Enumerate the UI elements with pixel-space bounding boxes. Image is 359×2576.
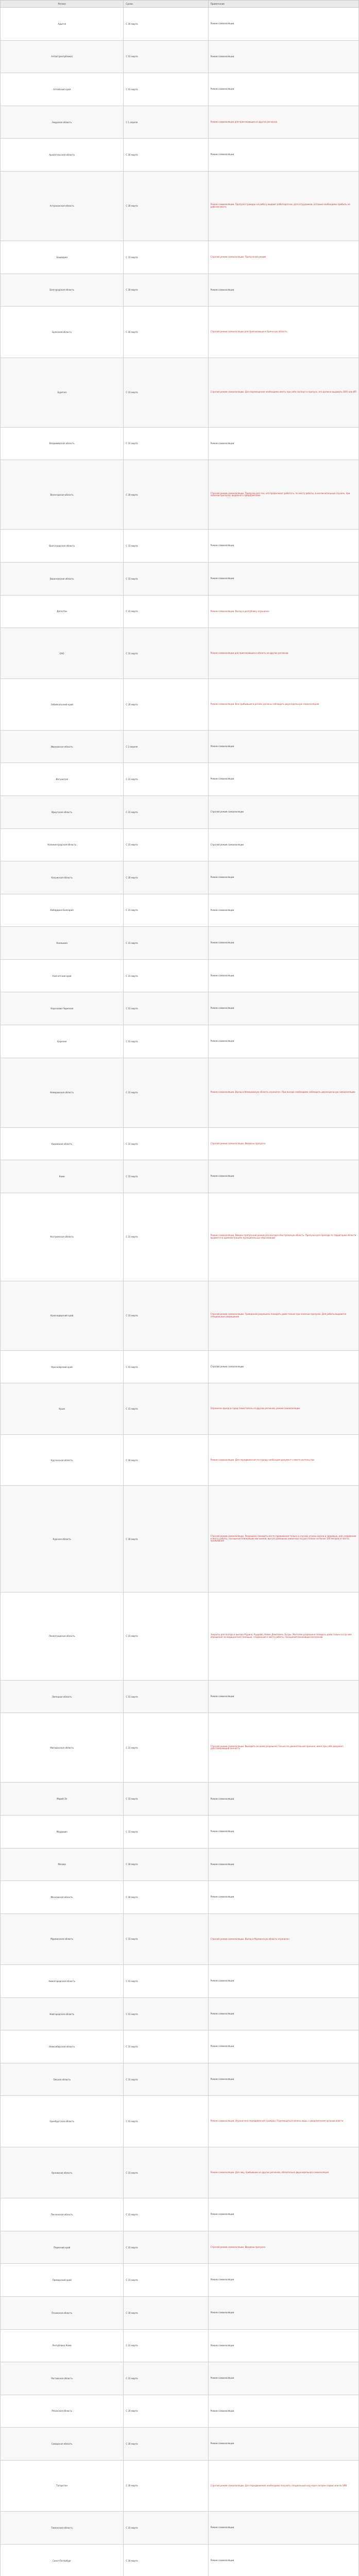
- table-body: [1, 8, 359, 2576]
- term-cell: С 31 марта: [124, 1127, 208, 1160]
- region-cell: Курская область: [1, 1486, 124, 1592]
- term-cell: С 30 марта: [124, 8, 208, 41]
- region-cell: Московская область: [1, 1881, 124, 1914]
- region-cell: Орловская область: [1, 2147, 124, 2198]
- region-cell: Ростовская область: [1, 2362, 124, 2395]
- region-cell: Кабардино-Балкария: [1, 894, 124, 927]
- table-row: [1, 40, 359, 73]
- table-row: [1, 1434, 359, 1485]
- table-row: [1, 2063, 359, 2096]
- note-cell: Режим самоизоляции: [208, 959, 358, 992]
- term-cell: С 31 марта: [124, 628, 208, 679]
- note-cell: Режим самоизоляции: [208, 274, 358, 307]
- term-cell: С 31 марта: [124, 1816, 208, 1849]
- term-cell: С 31 марта: [124, 1193, 208, 1281]
- region-cell: Магаданская область: [1, 1713, 124, 1783]
- term-cell: С 31 марта: [124, 2063, 208, 2096]
- term-cell: С 30 марта: [124, 2395, 208, 2428]
- table-row: [1, 307, 359, 358]
- term-cell: С 31 марта: [124, 2231, 208, 2264]
- note-cell: Режим самоизоляции: [208, 927, 358, 960]
- term-cell: С 31 марта: [124, 2147, 208, 2198]
- region-cell: Марий Эл: [1, 1783, 124, 1816]
- note-cell: Режим самоизоляции: [208, 139, 358, 172]
- term-cell: С 31 марта: [124, 894, 208, 927]
- table-row: [1, 2096, 359, 2147]
- note-cell: Строгий режим самоизоляции: [208, 828, 358, 861]
- region-cell: Ингушетия: [1, 763, 124, 796]
- table-row: [1, 1160, 359, 1193]
- table-row: [1, 1680, 359, 1713]
- term-cell: С 2 апреля: [124, 730, 208, 763]
- note-cell: Закрыты для въезда и выезда Мурино, Кудрово, Новое Девяткино, Бугры. Жителям разрешено покидать дома только в случаях обращения за медицинской помощью, следования к месту работы, посещения ближайших магазинов: [208, 1592, 358, 1680]
- term-cell: С 31 марта: [124, 1281, 208, 1350]
- term-cell: С 30 марта: [124, 1881, 208, 1914]
- note-cell: Режим самоизоляции для приезжающих из других регионов: [208, 106, 358, 139]
- table-row: [1, 2512, 359, 2545]
- region-cell: Башкирия: [1, 241, 124, 274]
- note-cell: Режим самоизоляции: [208, 2198, 358, 2231]
- region-cell: Калмыкия: [1, 927, 124, 960]
- table-row: [1, 992, 359, 1025]
- term-cell: С 30 марта: [124, 1848, 208, 1881]
- term-cell: С 31 марта: [124, 2096, 208, 2147]
- table-row: [1, 2362, 359, 2395]
- region-cell: Республика Коми: [1, 2329, 124, 2362]
- table-row: [1, 1997, 359, 2030]
- term-cell: С 31 марта: [124, 241, 208, 274]
- note-cell: Режим самоизоляции: [208, 73, 358, 106]
- region-cell: Красноярский край: [1, 1350, 124, 1383]
- term-cell: С 31 марта: [124, 73, 208, 106]
- term-cell: С 31 марта: [124, 595, 208, 628]
- note-cell: Режим самоизоляции: [208, 2296, 358, 2329]
- table-row: [1, 2198, 359, 2231]
- term-cell: С 31 марта: [124, 1350, 208, 1383]
- note-cell: Режим самоизоляции. Для лиц, прибывших из других регионов, обязательна двухнедельная самоизоляция: [208, 2147, 358, 2198]
- region-cell: Карачаево-Черкесия: [1, 992, 124, 1025]
- term-cell: С 30 марта: [124, 2544, 208, 2576]
- region-cell: Новгородская область: [1, 1997, 124, 2030]
- table-row: [1, 1592, 359, 1680]
- term-cell: С 31 марта: [124, 2362, 208, 2395]
- table-row: [1, 730, 359, 763]
- note-cell: Строгий режим самоизоляции. Пропускной режим: [208, 241, 358, 274]
- note-cell: Режим самоизоляции: [208, 861, 358, 894]
- term-cell: С 31 марта: [124, 530, 208, 563]
- note-cell: Режим самоизоляции. Введен пропускной режим для въезда в Костромскую область. Пропуска для проезда по территории области выдаются в администрациях муниципальных образований: [208, 1193, 358, 1281]
- table-row: [1, 106, 359, 139]
- note-cell: Режим самоизоляции: [208, 1816, 358, 1849]
- table-row: [1, 2231, 359, 2264]
- region-cell: Дагестан: [1, 595, 124, 628]
- term-cell: С 31 марта: [124, 2264, 208, 2297]
- table-row: [1, 530, 359, 563]
- note-cell: Строгий режим самоизоляции. Для передвижения необходимо получить специальный код через онлайн-сервис или по SMS: [208, 2460, 358, 2511]
- header-region: Регион: [1, 1, 124, 8]
- note-cell: Режим самоизоляции: [208, 40, 358, 73]
- note-cell: Режим самоизоляции: [208, 427, 358, 460]
- note-cell: Режим самоизоляции: [208, 2395, 358, 2428]
- term-cell: С 31 марта: [124, 40, 208, 73]
- region-cell: Иркутская область: [1, 795, 124, 828]
- note-cell: Режим самоизоляции: [208, 992, 358, 1025]
- table-row: [1, 1025, 359, 1058]
- table-row: [1, 1127, 359, 1160]
- region-cell: Амурская область: [1, 106, 124, 139]
- term-cell: С 31 марта: [124, 959, 208, 992]
- region-cell: Мурманская область: [1, 1913, 124, 1964]
- table-header: [1, 1, 359, 8]
- table-row: [1, 2030, 359, 2063]
- table-row: [1, 171, 359, 241]
- table-row: [1, 241, 359, 274]
- region-cell: Карелия: [1, 1025, 124, 1058]
- region-cell: Коми: [1, 1160, 124, 1193]
- note-cell: Режим самоизоляции: [208, 1025, 358, 1058]
- table-row: [1, 1383, 359, 1434]
- region-cell: Архангельская область: [1, 139, 124, 172]
- table-row: [1, 2544, 359, 2576]
- note-cell: Строгий режим самоизоляции. Гражданам разрешено покидать дома только при наличии пропуска. Для работы выдаются специальные разрешения: [208, 1281, 358, 1350]
- region-cell: Кировская область: [1, 1127, 124, 1160]
- term-cell: С 30 марта: [124, 2460, 208, 2511]
- term-cell: С 31 марта: [124, 828, 208, 861]
- table-row: [1, 861, 359, 894]
- term-cell: С 31 марта: [124, 1025, 208, 1058]
- note-cell: Строгий режим самоизоляции. Введены пропуска: [208, 2231, 358, 2264]
- term-cell: С 30 марта: [124, 861, 208, 894]
- region-cell: Рязанская область: [1, 2395, 124, 2428]
- note-cell: Режим самоизоляции: [208, 2512, 358, 2545]
- note-cell: Режим самоизоляции: [208, 8, 358, 41]
- term-cell: С 30 марта: [124, 1434, 208, 1485]
- table-row: [1, 562, 359, 595]
- table-row: [1, 1783, 359, 1816]
- table-row: [1, 927, 359, 960]
- region-cell: Калининградская область: [1, 828, 124, 861]
- table-row: [1, 427, 359, 460]
- table-row: [1, 1848, 359, 1881]
- table-row: [1, 1713, 359, 1783]
- term-cell: С 31 марта: [124, 1160, 208, 1193]
- table-row: [1, 1816, 359, 1849]
- note-cell: Режим самоизоляции: [208, 1965, 358, 1998]
- table-row: [1, 2460, 359, 2511]
- note-cell: Режим самоизоляции: [208, 530, 358, 563]
- region-cell: Калужская область: [1, 861, 124, 894]
- note-cell: Режим самоизоляции. Все прибывшие в регион должны соблюдать двухнедельную самоизоляцию: [208, 679, 358, 730]
- region-cell: Алтайский край: [1, 73, 124, 106]
- region-cell: Вологодская область: [1, 460, 124, 530]
- table-row: [1, 1193, 359, 1281]
- table-row: [1, 679, 359, 730]
- term-cell: С 31 марта: [124, 1680, 208, 1713]
- term-cell: С 30 марта: [124, 274, 208, 307]
- note-cell: Режим самоизоляции. Для передвижения по городу необходим документ о месте жительства: [208, 1434, 358, 1485]
- note-cell: Режим самоизоляции: [208, 2544, 358, 2576]
- note-cell: Режим самоизоляции: [208, 763, 358, 796]
- note-cell: Строгий режим самоизоляции: [208, 1350, 358, 1383]
- table-row: [1, 595, 359, 628]
- term-cell: С 31 марта: [124, 2329, 208, 2362]
- region-cell: Астраханская область: [1, 171, 124, 241]
- table-row: [1, 1965, 359, 1998]
- term-cell: С 31 марта: [124, 795, 208, 828]
- table-row: [1, 358, 359, 427]
- note-cell: Режим самоизоляции. Пропуска граждан на работу выдают работодатели, для сотрудников, которым необходимо прибыть на рабочее место: [208, 171, 358, 241]
- table-row: [1, 2264, 359, 2297]
- term-cell: С 31 марта: [124, 927, 208, 960]
- region-cell: Москва: [1, 1848, 124, 1881]
- term-cell: С 30 марта: [124, 679, 208, 730]
- table-row: [1, 828, 359, 861]
- table-row: [1, 795, 359, 828]
- term-cell: С 31 марта: [124, 1058, 208, 1127]
- table-row: [1, 894, 359, 927]
- region-cell: Костромская область: [1, 1193, 124, 1281]
- region-cell: Тюменская область: [1, 2512, 124, 2545]
- region-cell: Волгоградская область: [1, 530, 124, 563]
- note-cell: Строгий режим самоизоляции. Для перемещения необходимо иметь при себе паспорт и пропуск, его должно выдавать ООО или ИП: [208, 358, 358, 427]
- region-cell: Ивановская область: [1, 730, 124, 763]
- region-cell: Новосибирская область: [1, 2030, 124, 2063]
- term-cell: С 31 марта: [124, 2198, 208, 2231]
- term-cell: С 31 марта: [124, 1997, 208, 2030]
- header-term: Сроки: [124, 1, 208, 8]
- term-cell: С 31 марта: [124, 427, 208, 460]
- table-row: [1, 1058, 359, 1127]
- region-cell: Забайкальский край: [1, 679, 124, 730]
- table-row: [1, 274, 359, 307]
- term-cell: С 31 марта: [124, 1713, 208, 1783]
- note-cell: Строгий режим самоизоляции. Пропуски для тех, кто продолжает работать, по месту работы, в исключительных случаях, при наличии пропуска, выданного предприятием: [208, 460, 358, 530]
- table-row: [1, 2329, 359, 2362]
- region-cell: Ленинградская область: [1, 1592, 124, 1680]
- table-row: [1, 2296, 359, 2329]
- note-cell: Режим самоизоляции. Въезд в Кемеровскую область ограничен. При въезде необходимо соблюдать двухнедельную самоизоляцию: [208, 1058, 358, 1127]
- region-cell: Курганская область: [1, 1434, 124, 1485]
- term-cell: С 1 апреля: [124, 106, 208, 139]
- region-cell: Алтай (республика): [1, 40, 124, 73]
- region-cell: Приморский край: [1, 2264, 124, 2297]
- table-row: [1, 73, 359, 106]
- table-row: [1, 2147, 359, 2198]
- region-cell: Псковская область: [1, 2296, 124, 2329]
- region-cell: Санкт-Петербург: [1, 2544, 124, 2576]
- region-cell: Крым: [1, 1383, 124, 1434]
- region-cell: Владимирская область: [1, 427, 124, 460]
- table-row: [1, 460, 359, 530]
- term-cell: С 30 марта: [124, 2428, 208, 2461]
- table-row: [1, 1486, 359, 1592]
- region-cell: Камчатский край: [1, 959, 124, 992]
- region-cell: Воронежская область: [1, 562, 124, 595]
- note-cell: Режим самоизоляции: [208, 1783, 358, 1816]
- note-cell: Режим самоизоляции: [208, 1848, 358, 1881]
- note-cell: Режим самоизоляции: [208, 562, 358, 595]
- region-cell: Липецкая область: [1, 1680, 124, 1713]
- term-cell: С 30 марта: [124, 2296, 208, 2329]
- region-cell: Брянская область: [1, 307, 124, 358]
- term-cell: С 31 марта: [124, 1592, 208, 1680]
- term-cell: С 31 марта: [124, 763, 208, 796]
- note-cell: Режим самоизоляции: [208, 2030, 358, 2063]
- term-cell: С 30 марта: [124, 307, 208, 358]
- note-cell: Режим самоизоляции. Въезд в республику ограничен: [208, 595, 358, 628]
- note-cell: Строгий режим самоизоляции. Выходить из дома разрешено только по уважительной причине, имея при себе документ, удостоверяющий личность: [208, 1713, 358, 1783]
- region-cell: Омская область: [1, 2063, 124, 2096]
- term-cell: С 31 марта: [124, 1913, 208, 1964]
- term-cell: С 31 марта: [124, 1383, 208, 1434]
- term-cell: С 30 марта: [124, 171, 208, 241]
- note-cell: Режим самоизоляции. Ограничено передвижение граждан. Перемещаться можно лишь с уведомлением органов власти: [208, 2096, 358, 2147]
- table-row: [1, 1881, 359, 1914]
- note-cell: Режим самоизоляции: [208, 730, 358, 763]
- term-cell: С 31 марта: [124, 2512, 208, 2545]
- term-cell: С 31 марта: [124, 562, 208, 595]
- region-cell: Нижегородская область: [1, 1965, 124, 1998]
- table-row: [1, 763, 359, 796]
- region-cell: Адыгея: [1, 8, 124, 41]
- table-row: [1, 1281, 359, 1350]
- note-cell: Режим самоизоляции: [208, 1997, 358, 2030]
- region-cell: Самарская область: [1, 2428, 124, 2461]
- term-cell: С 31 марта: [124, 992, 208, 1025]
- region-cell: Пензенская область: [1, 2198, 124, 2231]
- table-row: [1, 1913, 359, 1964]
- note-cell: Строгий режим самоизоляции. Введены пропуска: [208, 1127, 358, 1160]
- table-row: [1, 2395, 359, 2428]
- note-cell: Режим самоизоляции: [208, 2264, 358, 2297]
- region-cell: Кемеровская область: [1, 1058, 124, 1127]
- term-cell: С 30 марта: [124, 1486, 208, 1592]
- region-cell: Белгородская область: [1, 274, 124, 307]
- region-cell: Бурятия: [1, 358, 124, 427]
- note-cell: Режим самоизоляции: [208, 1680, 358, 1713]
- note-cell: Режим самоизоляции: [208, 2428, 358, 2461]
- term-cell: С 30 марта: [124, 460, 208, 530]
- note-cell: Строгий режим самоизоляции для приезжающих в Брянскую область: [208, 307, 358, 358]
- term-cell: С 30 марта: [124, 139, 208, 172]
- table-row: [1, 1350, 359, 1383]
- table-row: [1, 959, 359, 992]
- region-cell: Оренбургская область: [1, 2096, 124, 2147]
- term-cell: С 31 марта: [124, 1783, 208, 1816]
- term-cell: С 31 марта: [124, 2030, 208, 2063]
- table-row: [1, 139, 359, 172]
- region-cell: Пермский край: [1, 2231, 124, 2264]
- table-row: [1, 2428, 359, 2461]
- region-cell: Мордовия: [1, 1816, 124, 1849]
- note-cell: Режим самоизоляции: [208, 2063, 358, 2096]
- note-cell: Ограничен въезд в город Севастополь из других регионов, режим самоизоляции: [208, 1383, 358, 1434]
- note-cell: Строгий режим самоизоляции. Въезд в Мурманскую область ограничен: [208, 1913, 358, 1964]
- note-cell: Режим самоизоляции: [208, 1160, 358, 1193]
- note-cell: Строгий режим самоизоляции: [208, 795, 358, 828]
- table-row: [1, 8, 359, 41]
- header-note: Примечание: [208, 1, 358, 8]
- note-cell: Строгий режим самоизоляции. Разрешено покидать место проживания только в случаях угрозы жизни и здоровью, для следования к месту работы, посещения ближайших магазинов, выгула домашних животных на расстоянии не более 100 метров от места проживания: [208, 1486, 358, 1592]
- note-cell: Режим самоизоляции: [208, 894, 358, 927]
- term-cell: С 31 марта: [124, 1965, 208, 1998]
- note-cell: Режим самоизоляции: [208, 2362, 358, 2395]
- note-cell: Режим самоизоляции: [208, 2329, 358, 2362]
- table-row: [1, 628, 359, 679]
- header-row: [1, 1, 359, 8]
- region-cell: ЕАО: [1, 628, 124, 679]
- note-cell: Режим самоизоляции для приезжающих в область из других регионов: [208, 628, 358, 679]
- region-cell: Татарстан: [1, 2460, 124, 2511]
- note-cell: Режим самоизоляции: [208, 1881, 358, 1914]
- term-cell: С 31 марта: [124, 358, 208, 427]
- region-cell: Краснодарский край: [1, 1281, 124, 1350]
